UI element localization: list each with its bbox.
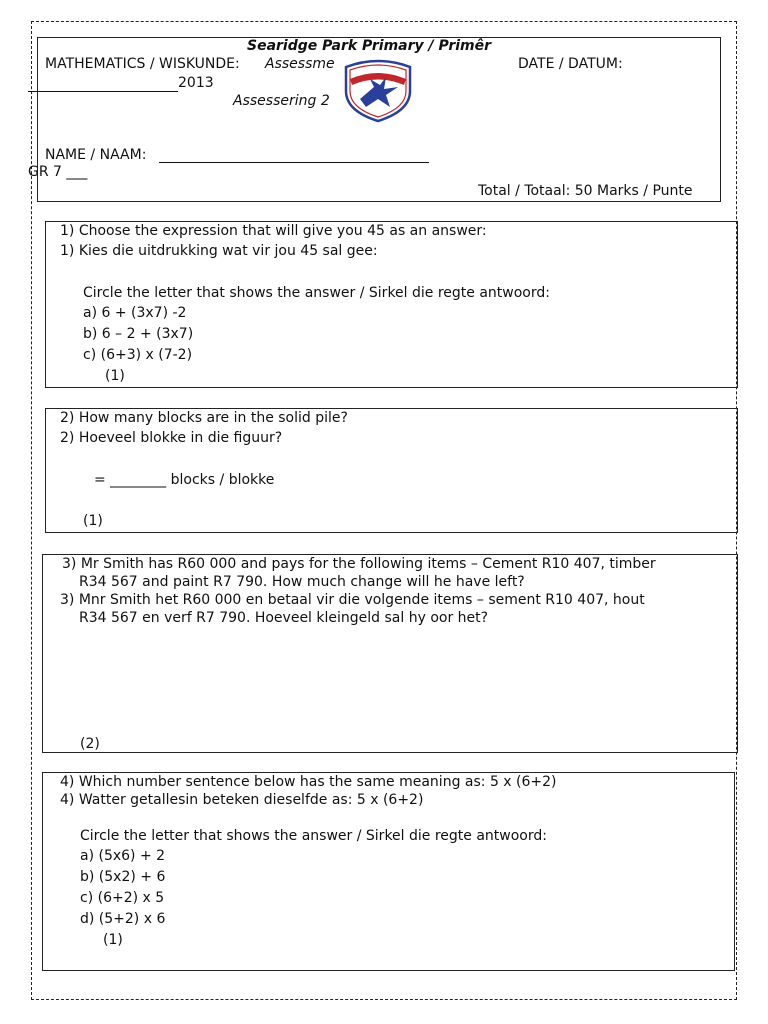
q4-option-a[interactable]: a) (5x6) + 2 [80, 848, 166, 864]
total-marks: Total / Totaal: 50 Marks / Punte [478, 183, 693, 199]
q3-text-af-2: R34 567 en verf R7 790. Hoeveel kleingeld sal hy oor het? [79, 610, 489, 626]
q4-option-b[interactable]: b) (5x2) + 6 [80, 869, 166, 885]
subject-label: MATHEMATICS / WISKUNDE: [45, 56, 240, 72]
q4-marks: (1) [103, 932, 123, 948]
q3-marks: (2) [80, 736, 100, 752]
q2-answer-line[interactable]: = ________ blocks / blokke [94, 472, 275, 488]
school-title: Searidge Park Primary / Primêr [247, 38, 492, 54]
q4-option-c[interactable]: c) (6+2) x 5 [80, 890, 165, 906]
q4-instruction: Circle the letter that shows the answer / Sirkel die regte antwoord: [80, 828, 547, 844]
name-label: NAME / NAAM: [45, 147, 147, 163]
assessment-en: Assessme [265, 56, 335, 72]
q2-text-en: 2) How many blocks are in the solid pile? [60, 410, 348, 426]
q1-instruction: Circle the letter that shows the answer / Sirkel die regte antwoord: [83, 285, 550, 301]
q2-text-af: 2) Hoeveel blokke in die figuur? [60, 430, 283, 446]
q4-option-d[interactable]: d) (5+2) x 6 [80, 911, 166, 927]
q1-text-af: 1) Kies die uitdrukking wat vir jou 45 sal gee: [60, 243, 378, 259]
q1-option-b[interactable]: b) 6 – 2 + (3x7) [83, 326, 194, 342]
q3-text-af-1: 3) Mnr Smith het R60 000 en betaal vir die volgende items – sement R10 407, hout [60, 592, 645, 608]
q2-marks: (1) [83, 513, 103, 529]
date-underline [28, 91, 178, 92]
grade-label: GR 7 ___ [28, 164, 88, 180]
school-crest-icon [340, 57, 416, 123]
date-label: DATE / DATUM: [518, 56, 623, 72]
q1-marks: (1) [105, 368, 125, 384]
q3-text-en-1: 3) Mr Smith has R60 000 and pays for the following items – Cement R10 407, timber [62, 556, 656, 572]
q4-text-af: 4) Watter getallesin beteken dieselfde as: 5 x (6+2) [60, 792, 424, 808]
q4-text-en: 4) Which number sentence below has the same meaning as: 5 x (6+2) [60, 774, 557, 790]
q1-text-en: 1) Choose the expression that will give you 45 as an answer: [60, 223, 487, 239]
q1-option-c[interactable]: c) (6+3) x (7-2) [83, 347, 193, 363]
q1-option-a[interactable]: a) 6 + (3x7) -2 [83, 305, 187, 321]
q3-text-en-2: R34 567 and paint R7 790. How much change will he have left? [79, 574, 525, 590]
assessment-af: Assessering 2 [233, 93, 330, 109]
year: 2013 [178, 75, 214, 91]
name-underline[interactable] [159, 162, 429, 163]
